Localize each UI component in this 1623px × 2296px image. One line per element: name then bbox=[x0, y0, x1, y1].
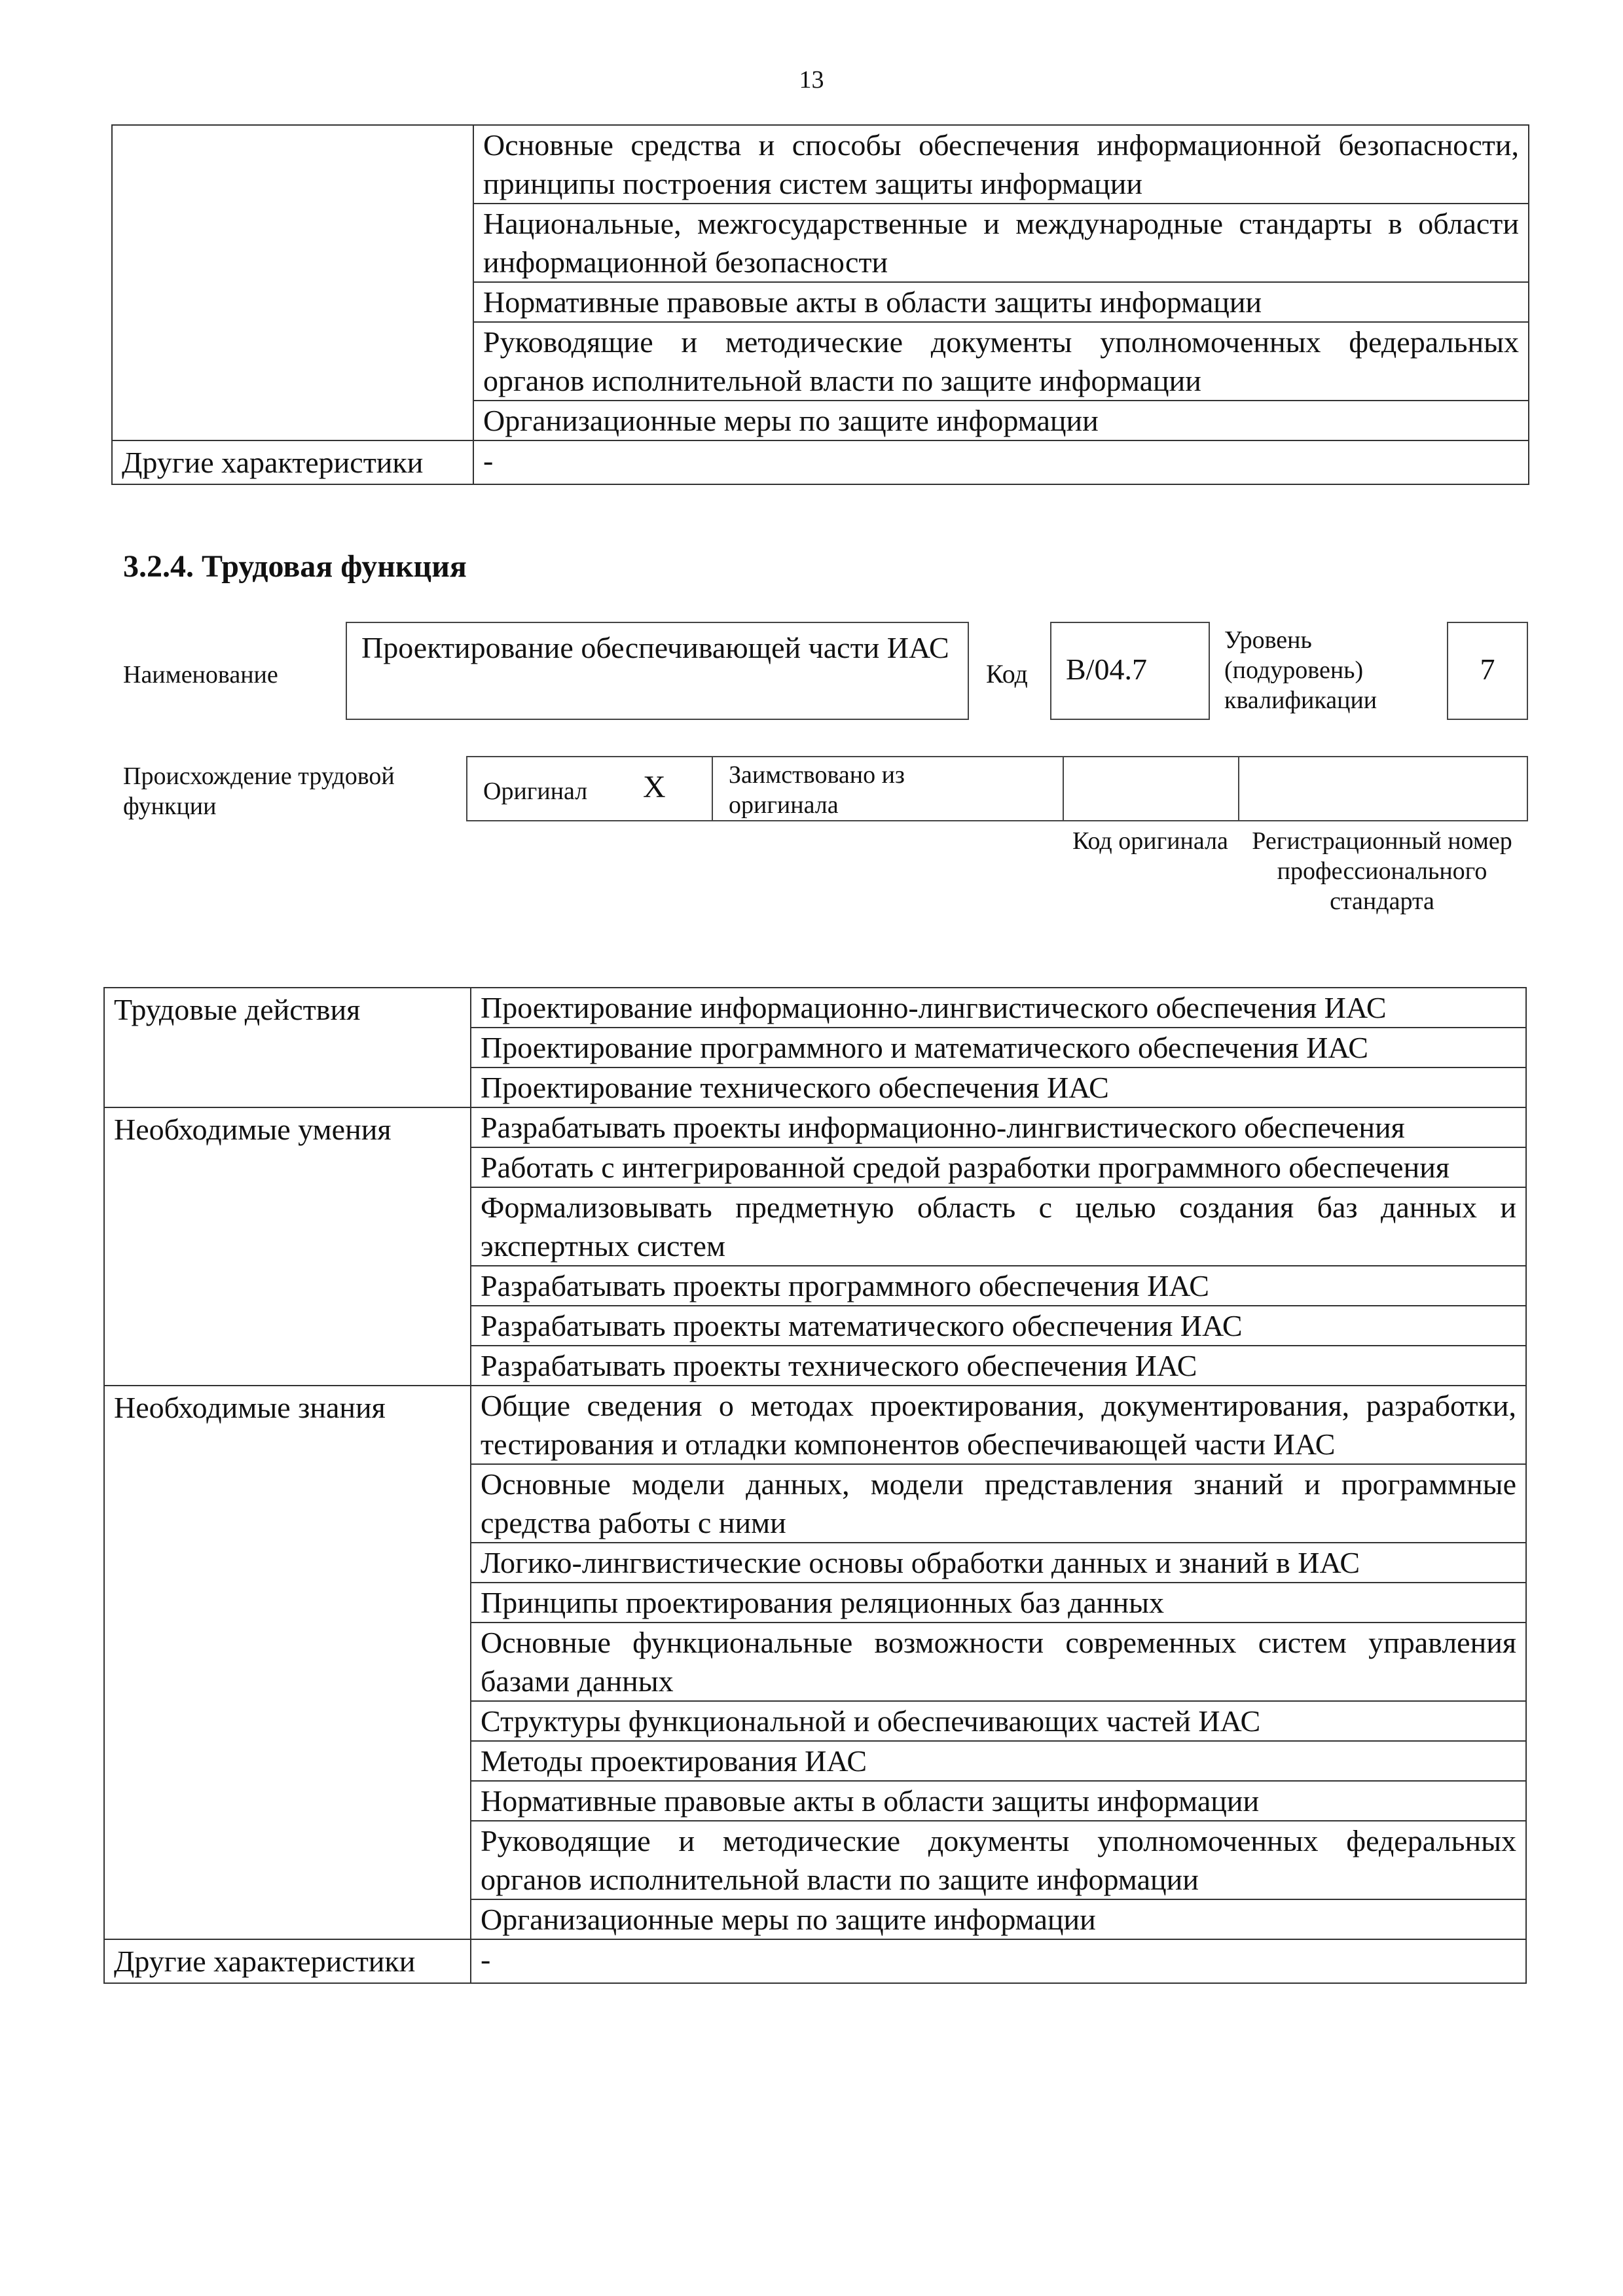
knowledge-item: Национальные, межгосударственные и международные стандарты в области информационной безопасности bbox=[473, 204, 1529, 282]
level-value: 7 bbox=[1480, 653, 1495, 686]
labor-action-item: Проектирование программного и математического обеспечения ИАС bbox=[471, 1028, 1526, 1067]
other-characteristics-label: Другие характеристики bbox=[112, 440, 473, 484]
knowledge-item: Организационные меры по защите информации bbox=[473, 401, 1529, 440]
table-row bbox=[112, 125, 1529, 204]
knowledge-item: Руководящие и методические документы уполномоченных федеральных органов исполнительной власти по защите информации bbox=[471, 1821, 1526, 1899]
continued-requirements-table bbox=[111, 124, 1529, 485]
required-knowledge-label: Необходимые знания bbox=[104, 1386, 471, 1939]
labor-actions-label: Трудовые действия bbox=[104, 988, 471, 1107]
knowledge-item: Нормативные правовые акты в области защиты информации bbox=[471, 1781, 1526, 1821]
table-row bbox=[104, 1386, 1526, 1464]
other-characteristics-label: Другие характеристики bbox=[104, 1939, 471, 1983]
name-box bbox=[346, 622, 969, 720]
table-row bbox=[104, 1107, 1526, 1147]
original-label: Оригинал bbox=[483, 778, 588, 805]
knowledge-item: Основные функциональные возможности современных систем управления базами данных bbox=[471, 1623, 1526, 1701]
knowledge-label-cell bbox=[112, 125, 473, 440]
labor-action-item: Проектирование технического обеспечения ИАС bbox=[471, 1067, 1526, 1107]
requirements-table bbox=[103, 987, 1527, 1984]
knowledge-item: Структуры функциональной и обеспечивающих частей ИАС bbox=[471, 1701, 1526, 1741]
required-skills-label: Необходимые умения bbox=[104, 1107, 471, 1386]
table-row bbox=[104, 1939, 1526, 1983]
skill-item: Формализовывать предметную область с целью создания баз данных и экспертных систем bbox=[471, 1187, 1526, 1266]
skill-item: Разрабатывать проекты математического обеспечения ИАС bbox=[471, 1306, 1526, 1346]
page-number: 13 bbox=[799, 66, 824, 94]
knowledge-item: Нормативные правовые акты в области защиты информации bbox=[473, 282, 1529, 322]
level-box bbox=[1447, 622, 1528, 720]
name-label: Наименование bbox=[123, 661, 278, 689]
knowledge-item: Методы проектирования ИАС bbox=[471, 1741, 1526, 1781]
knowledge-item: Общие сведения о методах проектирования, документирования, разработки, тестирования и отладки компонентов обеспечивающей части ИАС bbox=[471, 1386, 1526, 1464]
table-row bbox=[104, 988, 1526, 1028]
skill-item: Разрабатывать проекты технического обеспечения ИАС bbox=[471, 1346, 1526, 1386]
code-box bbox=[1050, 622, 1210, 720]
borrowed-cell bbox=[713, 757, 1064, 820]
skill-item: Разрабатывать проекты информационно-лингвистического обеспечения bbox=[471, 1107, 1526, 1147]
skill-item: Разрабатывать проекты программного обеспечения ИАС bbox=[471, 1266, 1526, 1306]
original-mark: X bbox=[643, 770, 666, 804]
level-label: Уровень (подуровень) квалификации bbox=[1224, 626, 1377, 714]
origin-label: Происхождение трудовой функции bbox=[123, 762, 395, 820]
registration-number-caption: Регистрационный номер профессионального стандарта bbox=[1252, 827, 1512, 915]
origin-row bbox=[466, 756, 1528, 821]
labor-action-item: Проектирование информационно-лингвистического обеспечения ИАС bbox=[471, 988, 1526, 1028]
borrowed-label: Заимствовано из оригинала bbox=[729, 761, 905, 819]
knowledge-item: Принципы проектирования реляционных баз данных bbox=[471, 1583, 1526, 1623]
table-row bbox=[112, 440, 1529, 484]
code-label: Код bbox=[986, 659, 1028, 689]
original-code-cell bbox=[1064, 757, 1239, 820]
function-name: Проектирование обеспечивающей части ИАС bbox=[361, 631, 949, 664]
other-characteristics-value: - bbox=[473, 440, 1529, 484]
skill-item: Работать с интегрированной средой разработки программного обеспечения bbox=[471, 1147, 1526, 1187]
other-characteristics-value: - bbox=[471, 1939, 1526, 1983]
knowledge-item: Организационные меры по защите информации bbox=[471, 1899, 1526, 1939]
code-value: B/04.7 bbox=[1066, 653, 1147, 686]
registration-number-cell bbox=[1239, 757, 1527, 820]
original-cell bbox=[467, 757, 713, 820]
knowledge-item: Основные средства и способы обеспечения информационной безопасности, принципы построения систем защиты информации bbox=[473, 125, 1529, 204]
original-code-caption: Код оригинала bbox=[1072, 827, 1228, 855]
section-heading: 3.2.4. Трудовая функция bbox=[123, 549, 467, 584]
knowledge-item: Логико-лингвистические основы обработки данных и знаний в ИАС bbox=[471, 1543, 1526, 1583]
knowledge-item: Руководящие и методические документы уполномоченных федеральных органов исполнительной власти по защите информации bbox=[473, 322, 1529, 401]
knowledge-item: Основные модели данных, модели представления знаний и программные средства работы с ними bbox=[471, 1464, 1526, 1543]
